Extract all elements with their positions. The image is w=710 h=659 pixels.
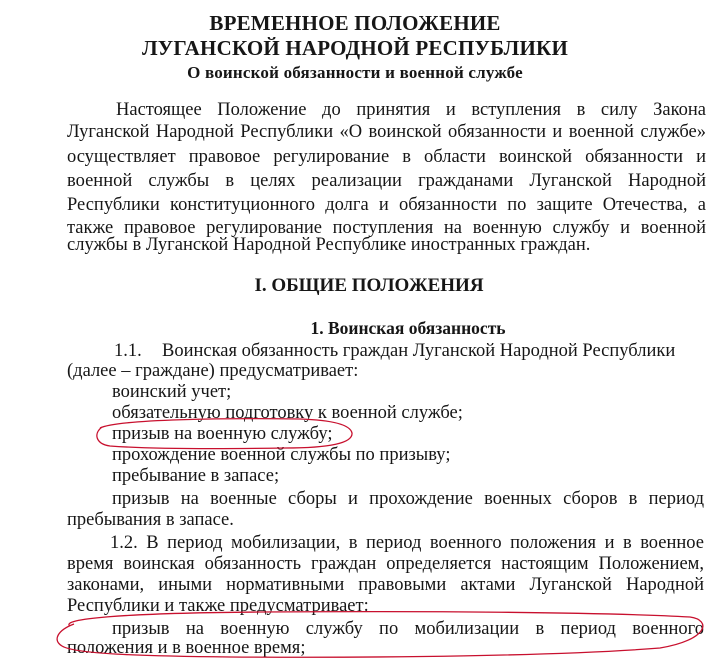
- preamble-line: Настоящее Положение до принятия и вступления в силу Закона: [116, 100, 706, 120]
- list-item: прохождение военной службы по призыву;: [112, 445, 451, 465]
- preamble-line: военной службы в целях реализации гражданами Луганской Народной: [67, 171, 706, 191]
- clause-text: 1.2. В период мобилизации, в период военного положения и в военное: [110, 533, 704, 553]
- clause-text: (далее – граждане) предусматривает:: [67, 361, 359, 381]
- preamble-line: Луганской Народной Республики «О воинской обязанности и военной службе»: [67, 122, 706, 142]
- clause-text: Воинская обязанность граждан Луганской Народной Республики: [162, 341, 676, 361]
- preamble-line: Республики конституционного долга и обязанности по защите Отечества, а: [67, 195, 706, 215]
- document-subtitle: О воинской обязанности и военной службе: [187, 63, 523, 82]
- clause-number: 1.1.: [114, 341, 142, 361]
- document-title-line-1: ВРЕМЕННОЕ ПОЛОЖЕНИЕ: [209, 11, 501, 35]
- list-item: пребывания в запасе.: [67, 510, 234, 530]
- clause-text: Республики и также предусматривает:: [67, 596, 369, 616]
- preamble-line: также правовое регулирование поступления на военную службу и военной: [67, 218, 706, 238]
- subsection-heading: 1. Воинская обязанность: [310, 318, 506, 338]
- preamble-line: осуществляет правовое регулирование в области воинской обязанности и: [67, 147, 706, 167]
- document-title-line-2: ЛУГАНСКОЙ НАРОДНОЙ РЕСПУБЛИКИ: [141, 36, 569, 60]
- clause-text: законами, иными нормативными правовыми актами Луганской Народной: [67, 575, 704, 595]
- section-heading: I. ОБЩИЕ ПОЛОЖЕНИЯ: [254, 275, 484, 296]
- list-item: обязательную подготовку к военной службе;: [112, 403, 463, 423]
- clause-item-highlighted: положения и в военное время;: [67, 638, 306, 658]
- list-item: пребывание в запасе;: [112, 466, 280, 486]
- list-item: воинский учет;: [112, 382, 232, 402]
- preamble-line: службы в Луганской Народной Республике иностранных граждан.: [67, 235, 591, 255]
- list-item: призыв на военные сборы и прохождение военных сборов в период: [112, 489, 704, 509]
- list-item-highlighted: призыв на военную службу;: [112, 424, 333, 444]
- clause-text: время воинская обязанность граждан определяется настоящим Положением,: [67, 554, 704, 574]
- clause-item-highlighted: призыв на военную службу по мобилизации в период военного: [112, 619, 704, 639]
